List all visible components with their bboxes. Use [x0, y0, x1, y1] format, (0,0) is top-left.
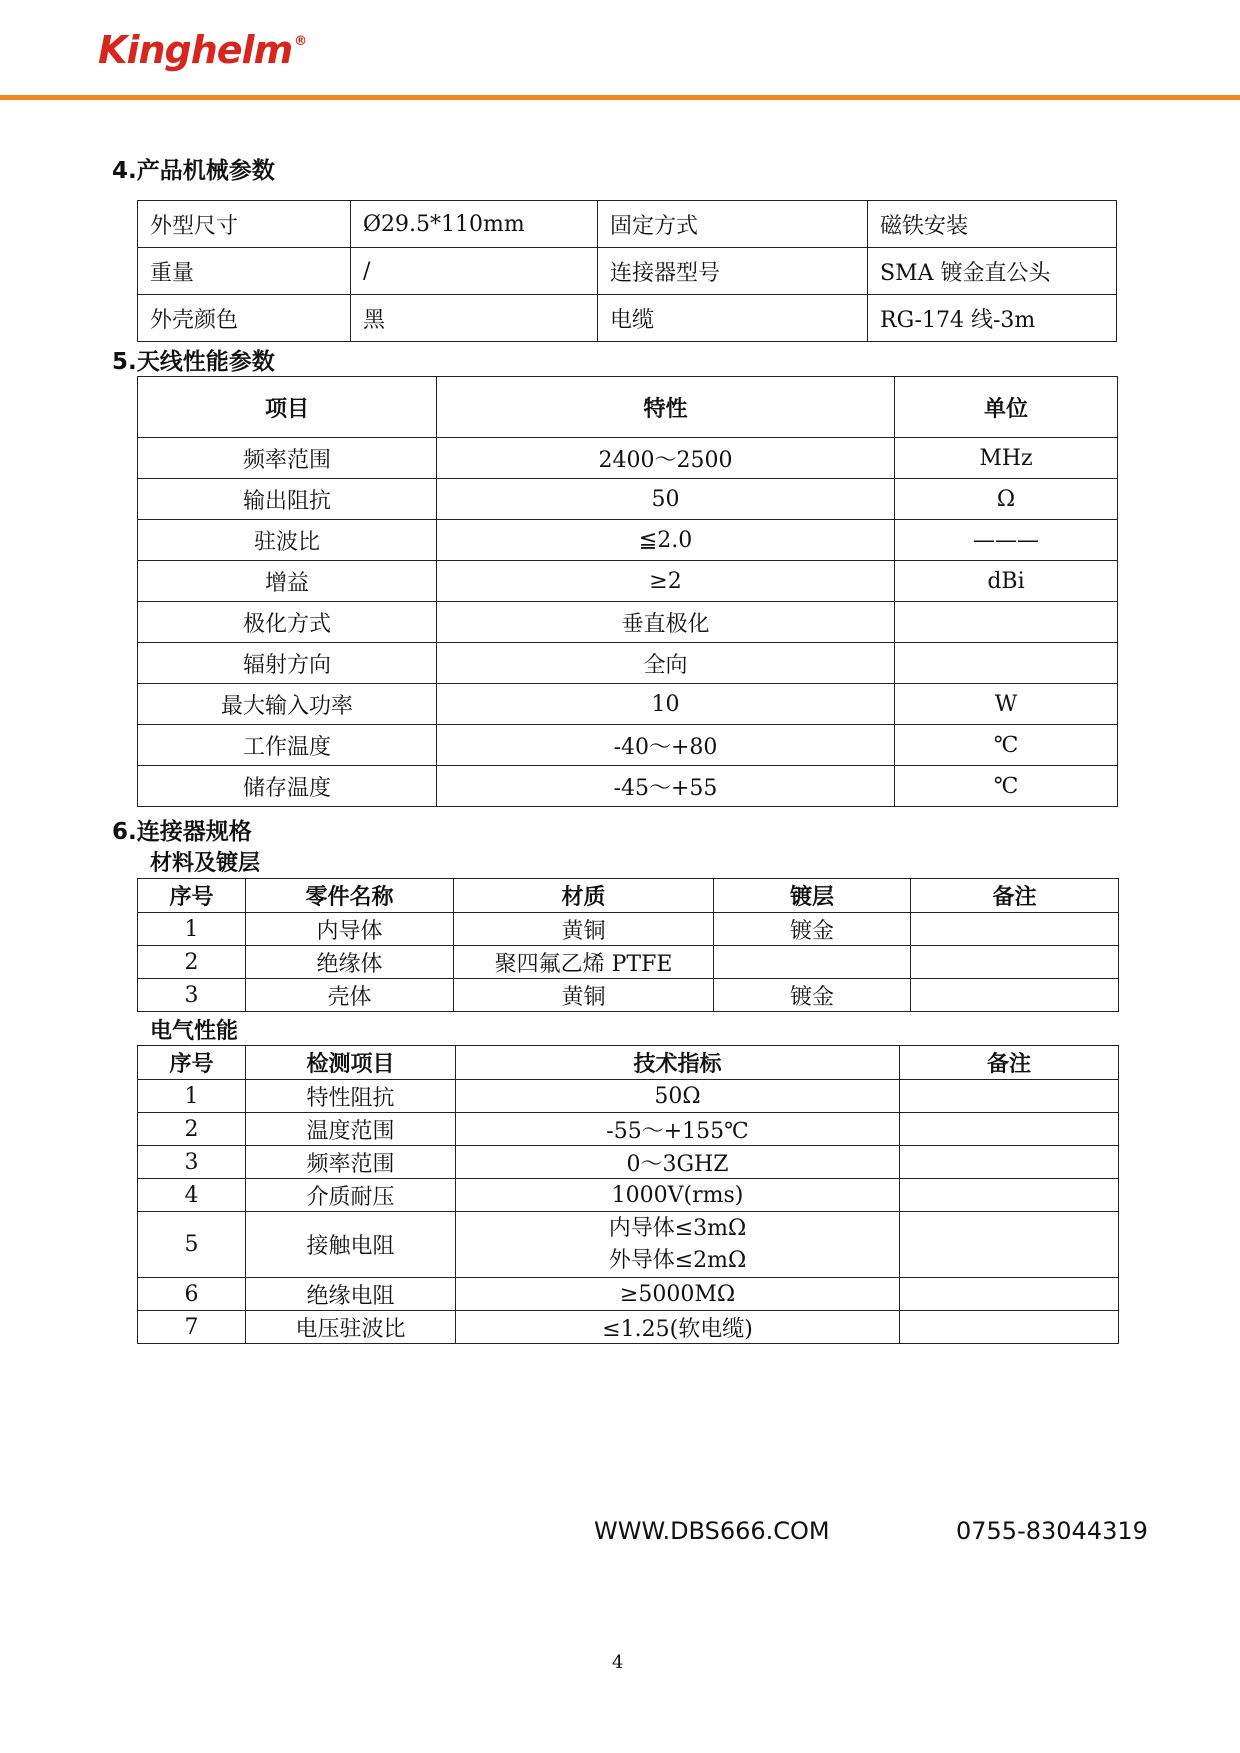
- materials-subtitle: 材料及镀层: [150, 851, 261, 876]
- table-cell: ≥2: [437, 561, 895, 602]
- table-cell: 聚四氟乙烯 PTFE: [454, 946, 714, 979]
- footer-website: WWW.DBS666.COM: [594, 1517, 830, 1545]
- table-row: [138, 946, 1119, 979]
- column-header: 序号: [138, 879, 246, 913]
- table-row: [138, 1080, 1119, 1113]
- table-row: [138, 602, 1118, 643]
- table-cell: 5: [138, 1212, 246, 1278]
- materials-table: [137, 878, 1119, 1012]
- electrical-table: [137, 1045, 1119, 1344]
- table-cell: [900, 1113, 1119, 1146]
- table-cell: 特性阻抗: [246, 1080, 456, 1113]
- table-cell: [900, 1146, 1119, 1179]
- table-cell: RG-174 线-3m: [868, 295, 1117, 342]
- table-cell: 2: [138, 1113, 246, 1146]
- table-row: [138, 1311, 1119, 1344]
- column-header: 镀层: [714, 879, 911, 913]
- table-cell: [714, 946, 911, 979]
- table-cell: 壳体: [246, 979, 454, 1012]
- table-cell: 温度范围: [246, 1113, 456, 1146]
- table-cell: -45～+55: [437, 766, 895, 807]
- table-row: [138, 913, 1119, 946]
- table-cell: MHz: [895, 438, 1118, 479]
- table-cell: 6: [138, 1278, 246, 1311]
- table-cell: [911, 913, 1119, 946]
- table-cell: Ω: [895, 479, 1118, 520]
- table-row: [138, 479, 1118, 520]
- page-number: 4: [612, 1652, 624, 1673]
- registered-mark: ®: [294, 34, 307, 49]
- table-cell: 1000V(rms): [456, 1179, 900, 1212]
- table-cell: 增益: [138, 561, 437, 602]
- table-cell: 储存温度: [138, 766, 437, 807]
- table-row: [138, 561, 1118, 602]
- cell-line: 内导体≤3mΩ: [608, 1215, 747, 1241]
- logo-text: Kinghelm: [98, 28, 293, 72]
- table-cell: ℃: [895, 766, 1118, 807]
- table-cell: SMA 镀金直公头: [868, 248, 1117, 295]
- table-cell: 外壳颜色: [138, 295, 351, 342]
- table-cell: ≥5000MΩ: [456, 1278, 900, 1311]
- table-cell: [900, 1278, 1119, 1311]
- table-cell: 黄铜: [454, 913, 714, 946]
- table-cell: [911, 979, 1119, 1012]
- table-cell: 2400～2500: [437, 438, 895, 479]
- table-row: [138, 684, 1118, 725]
- column-header: 零件名称: [246, 879, 454, 913]
- table-row: [138, 1113, 1119, 1146]
- table-cell: 电缆: [598, 295, 868, 342]
- table-cell: 黄铜: [454, 979, 714, 1012]
- table-cell: 频率范围: [138, 438, 437, 479]
- table-cell: 接触电阻: [246, 1212, 456, 1278]
- table-row: [138, 725, 1118, 766]
- table-cell: ≦2.0: [437, 520, 895, 561]
- table-cell: 输出阻抗: [138, 479, 437, 520]
- table-cell: 工作温度: [138, 725, 437, 766]
- table-cell: 3: [138, 979, 246, 1012]
- table-row: [138, 295, 1117, 342]
- table-cell: 外型尺寸: [138, 201, 351, 248]
- table-cell: /: [351, 248, 598, 295]
- table-cell: 固定方式: [598, 201, 868, 248]
- table-header-row: [138, 879, 1119, 913]
- table-cell: 垂直极化: [437, 602, 895, 643]
- column-header: 特性: [437, 377, 895, 438]
- table-cell: 全向: [437, 643, 895, 684]
- table-cell: 镀金: [714, 913, 911, 946]
- column-header: 备注: [911, 879, 1119, 913]
- footer-phone: 0755-83044319: [956, 1517, 1148, 1545]
- table-cell: [900, 1212, 1119, 1278]
- table-cell: 镀金: [714, 979, 911, 1012]
- table-cell: [900, 1179, 1119, 1212]
- table-cell: 2: [138, 946, 246, 979]
- table-cell: ≤1.25(软电缆): [456, 1311, 900, 1344]
- table-cell: 极化方式: [138, 602, 437, 643]
- table-cell: 内导体: [246, 913, 454, 946]
- table-cell: [895, 602, 1118, 643]
- table-row: [138, 1212, 1119, 1278]
- table-cell: 3: [138, 1146, 246, 1179]
- table-cell: [895, 643, 1118, 684]
- table-cell: 频率范围: [246, 1146, 456, 1179]
- table-cell: 50: [437, 479, 895, 520]
- table-cell: dBi: [895, 561, 1118, 602]
- table-cell: 最大输入功率: [138, 684, 437, 725]
- table-cell: 4: [138, 1179, 246, 1212]
- table-cell: 50Ω: [456, 1080, 900, 1113]
- table-row: [138, 766, 1118, 807]
- table-cell: 连接器型号: [598, 248, 868, 295]
- table-cell: 辐射方向: [138, 643, 437, 684]
- table-cell: [900, 1080, 1119, 1113]
- table-cell: -55～+155℃: [456, 1113, 900, 1146]
- header-divider: [0, 95, 1240, 100]
- table-cell: 1: [138, 1080, 246, 1113]
- column-header: 材质: [454, 879, 714, 913]
- brand-logo: [98, 28, 306, 72]
- table-cell: 1: [138, 913, 246, 946]
- table-cell: -40～+80: [437, 725, 895, 766]
- table-row: [138, 1278, 1119, 1311]
- table-row: [138, 438, 1118, 479]
- section4-title: 4.产品机械参数: [112, 158, 275, 184]
- table-cell: 介质耐压: [246, 1179, 456, 1212]
- column-header: 检测项目: [246, 1046, 456, 1080]
- column-header: 项目: [138, 377, 437, 438]
- table-row: [138, 979, 1119, 1012]
- column-header: 单位: [895, 377, 1118, 438]
- table-row: [138, 643, 1118, 684]
- table-header-row: [138, 377, 1118, 438]
- table-cell: 绝缘电阻: [246, 1278, 456, 1311]
- section6-title: 6.连接器规格: [112, 819, 252, 845]
- table-cell: 7: [138, 1311, 246, 1344]
- section5-title: 5.天线性能参数: [112, 349, 275, 375]
- mechanical-params-table: [137, 200, 1117, 342]
- antenna-params-table: [137, 376, 1118, 807]
- table-cell: ———: [895, 520, 1118, 561]
- table-row: [138, 201, 1117, 248]
- table-cell: ℃: [895, 725, 1118, 766]
- column-header: 序号: [138, 1046, 246, 1080]
- cell-line: 外导体≤2mΩ: [608, 1247, 747, 1273]
- column-header: 技术指标: [456, 1046, 900, 1080]
- table-row: [138, 248, 1117, 295]
- table-cell: [911, 946, 1119, 979]
- table-cell: 绝缘体: [246, 946, 454, 979]
- table-header-row: [138, 1046, 1119, 1080]
- table-cell: 驻波比: [138, 520, 437, 561]
- electrical-subtitle: 电气性能: [150, 1019, 239, 1044]
- table-cell: W: [895, 684, 1118, 725]
- table-cell: Ø29.5*110mm: [351, 201, 598, 248]
- column-header: 备注: [900, 1046, 1119, 1080]
- table-cell: [456, 1212, 900, 1278]
- table-row: [138, 1179, 1119, 1212]
- table-cell: 黑: [351, 295, 598, 342]
- table-cell: 0～3GHZ: [456, 1146, 900, 1179]
- table-cell: [900, 1311, 1119, 1344]
- table-cell: 电压驻波比: [246, 1311, 456, 1344]
- table-row: [138, 1146, 1119, 1179]
- table-cell: 重量: [138, 248, 351, 295]
- table-cell: 10: [437, 684, 895, 725]
- table-row: [138, 520, 1118, 561]
- table-cell: 磁铁安装: [868, 201, 1117, 248]
